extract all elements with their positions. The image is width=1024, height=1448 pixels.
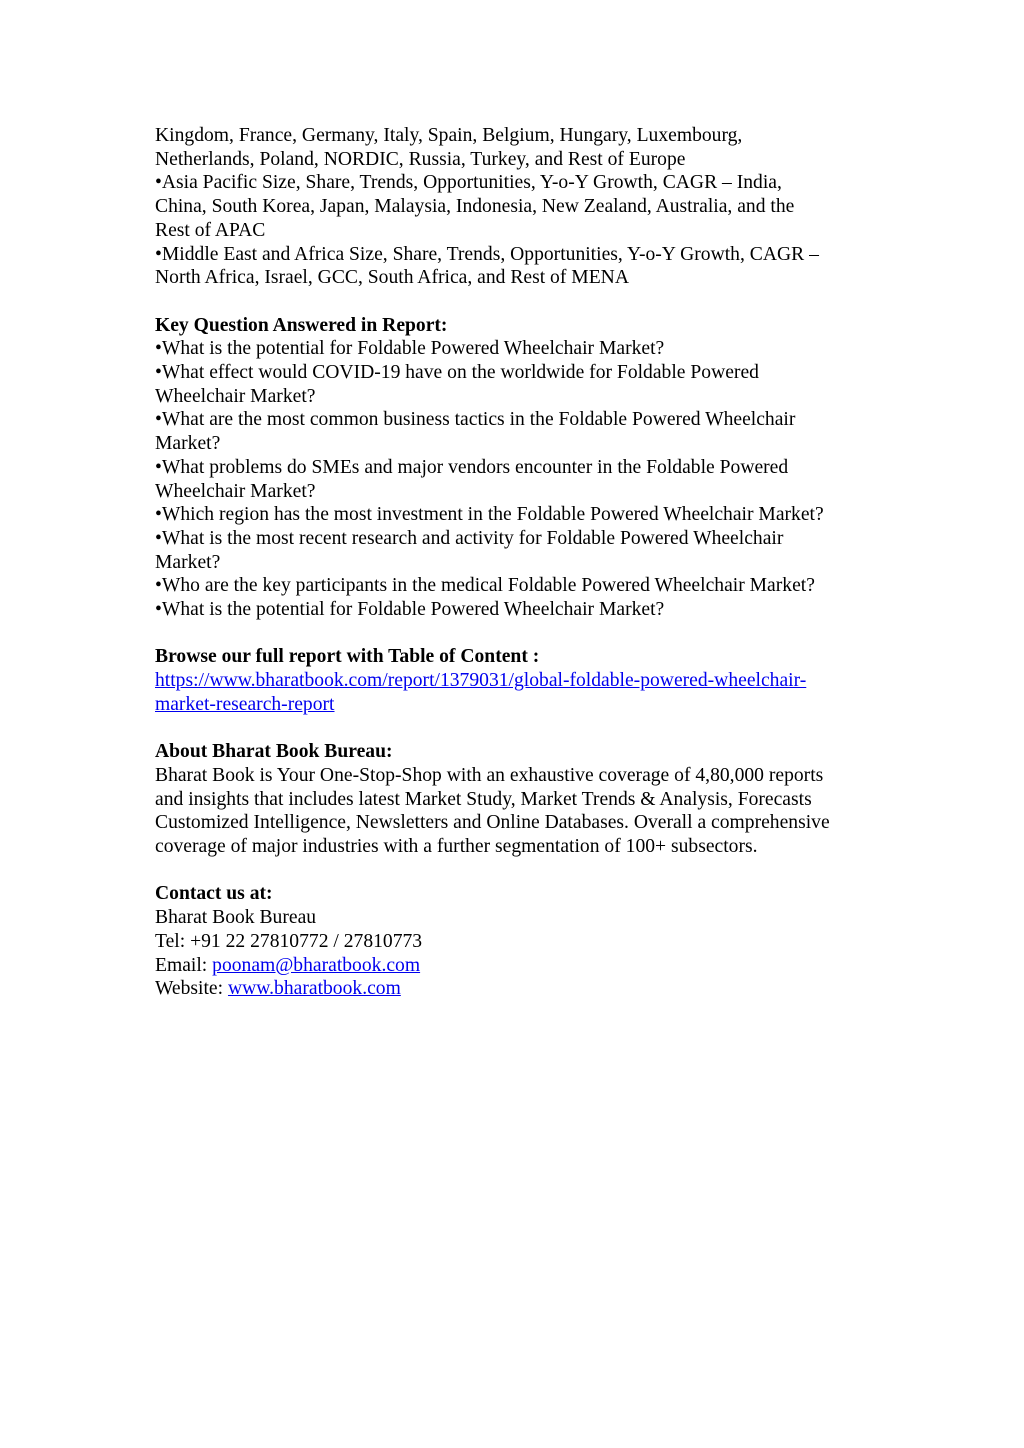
document-page xyxy=(155,124,885,1001)
report-link-line xyxy=(155,693,885,717)
website-label: Website: xyxy=(155,978,228,1000)
about-section xyxy=(155,740,885,859)
browse-section xyxy=(155,645,885,716)
region-line: Kingdom, France, Germany, Italy, Spain, Belgium, Hungary, Luxembourg, xyxy=(155,125,743,146)
region-line: China, South Korea, Japan, Malaysia, Indonesia, New Zealand, Australia, and the xyxy=(155,196,795,218)
email-link[interactable]: poonam@bharatbook.com xyxy=(212,954,421,976)
question-line: •What is the most recent research and activity for Foldable Powered Wheelchair xyxy=(155,527,784,549)
contact-section xyxy=(155,882,885,1001)
region-line: North Africa, Israel, GCC, South Africa, and Rest of MENA xyxy=(155,267,629,289)
website-link[interactable]: www.bharatbook.com xyxy=(227,978,401,1000)
company-name: Bharat Book Bureau xyxy=(155,907,317,929)
report-link[interactable]: https://www.bharatbook.com/report/1379031/global-foldable-powered-wheelchair- xyxy=(155,670,807,692)
email-line xyxy=(155,954,885,978)
about-line: coverage of major industries with a further segmentation of 100+ subsectors. xyxy=(155,836,758,858)
question-line: Market? xyxy=(155,433,221,455)
report-link-continued[interactable]: market-research-report xyxy=(155,693,335,715)
about-line: and insights that includes latest Market Study, Market Trends & Analysis, Forecasts xyxy=(155,788,812,810)
telephone: Tel: +91 22 27810772 / 27810773 xyxy=(155,930,423,952)
paragraph-gap xyxy=(155,717,885,741)
region-section xyxy=(155,124,885,290)
question-line: •What problems do SMEs and major vendors encounter in the Foldable Powered xyxy=(155,456,789,478)
question-line: •What is the potential for Foldable Powered Wheelchair Market? xyxy=(155,599,665,621)
paragraph-gap xyxy=(155,622,885,646)
question-line: •What effect would COVID-19 have on the worldwide for Foldable Powered xyxy=(155,362,759,384)
contact-heading: Contact us at: xyxy=(155,883,273,905)
question-line: Wheelchair Market? xyxy=(155,480,316,502)
email-label: Email: xyxy=(155,954,213,976)
about-line: Bharat Book is Your One-Stop-Shop with an exhaustive coverage of 4,80,000 reports xyxy=(155,764,824,786)
about-heading: About Bharat Book Bureau: xyxy=(155,741,393,763)
report-link-line xyxy=(155,669,885,693)
question-line: •Who are the key participants in the medical Foldable Powered Wheelchair Market? xyxy=(155,575,815,597)
question-line: Market? xyxy=(155,551,221,573)
region-line: Rest of APAC xyxy=(155,219,266,241)
key-questions-heading: Key Question Answered in Report: xyxy=(155,314,448,336)
region-line: •Middle East and Africa Size, Share, Trends, Opportunities, Y-o-Y Growth, CAGR – xyxy=(155,243,819,265)
paragraph-gap xyxy=(155,290,885,314)
website-line xyxy=(155,977,885,1001)
region-line: •Asia Pacific Size, Share, Trends, Opportunities, Y-o-Y Growth, CAGR – India, xyxy=(155,172,782,194)
region-line: Netherlands, Poland, NORDIC, Russia, Turkey, and Rest of Europe xyxy=(155,148,686,170)
question-line: •Which region has the most investment in the Foldable Powered Wheelchair Market? xyxy=(155,504,824,526)
key-questions-section xyxy=(155,314,885,622)
question-line: Wheelchair Market? xyxy=(155,385,316,407)
question-line: •What is the potential for Foldable Powered Wheelchair Market? xyxy=(155,338,665,360)
about-line: Customized Intelligence, Newsletters and Online Databases. Overall a comprehensive xyxy=(155,812,830,834)
question-line: •What are the most common business tactics in the Foldable Powered Wheelchair xyxy=(155,409,796,431)
paragraph-gap xyxy=(155,859,885,883)
browse-heading: Browse our full report with Table of Content : xyxy=(155,646,540,668)
